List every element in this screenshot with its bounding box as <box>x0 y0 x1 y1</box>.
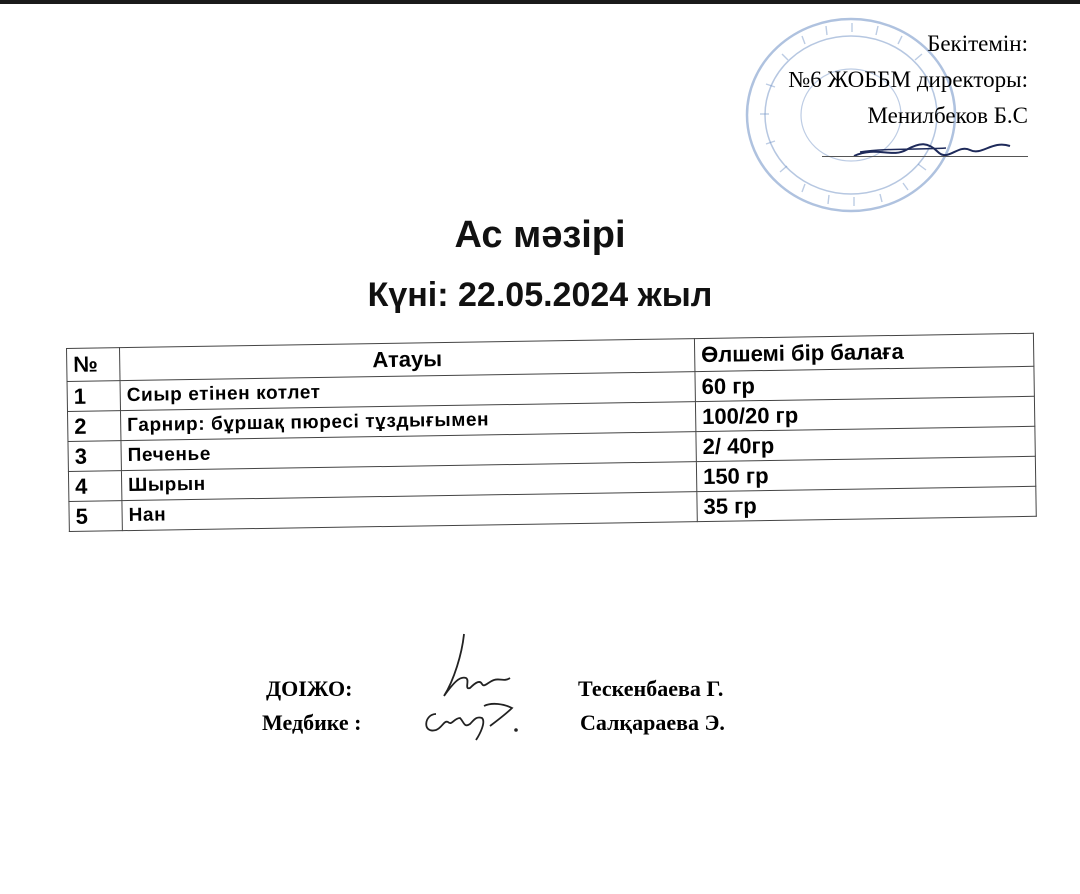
column-header-name: Атауы <box>120 339 695 381</box>
dish-amount: 2/ 40гр <box>696 426 1035 461</box>
doizho-label: ДОІЖО: <box>266 676 353 701</box>
row-number: 5 <box>69 501 122 532</box>
column-header-amount: Өлшемі бір балаға <box>694 333 1033 371</box>
dish-name: Сиыр етінен котлет <box>120 372 695 411</box>
medbike-label: Медбике : <box>262 710 362 735</box>
menu-date: Күні: 22.05.2024 жыл <box>367 276 713 314</box>
approval-director-name: Менилбеков Б.С <box>867 103 1028 128</box>
approval-position: №6 ЖОББМ директоры: <box>788 67 1028 92</box>
dish-name: Нан <box>122 492 697 531</box>
row-number: 4 <box>68 471 121 502</box>
medbike-name: Салқараева Э. <box>580 710 725 735</box>
dish-amount: 35 гр <box>697 486 1036 521</box>
row-number: 1 <box>67 381 120 412</box>
dish-amount: 100/20 гр <box>695 396 1034 431</box>
dish-name: Гарнир: бұршақ пюресі тұздығымен <box>120 402 695 441</box>
dish-amount: 150 гр <box>696 456 1035 491</box>
handwritten-signatures <box>414 630 534 742</box>
dish-name: Печенье <box>121 432 696 471</box>
dish-name: Шырын <box>121 462 696 501</box>
row-number: 3 <box>68 441 121 472</box>
page-title: Ас мәзірі <box>454 214 626 256</box>
row-number: 2 <box>67 411 120 442</box>
column-header-number: № <box>67 348 121 382</box>
dish-amount: 60 гр <box>695 366 1034 401</box>
approval-heading: Бекітемін: <box>927 31 1028 56</box>
doizho-name: Тескенбаева Г. <box>578 676 724 701</box>
